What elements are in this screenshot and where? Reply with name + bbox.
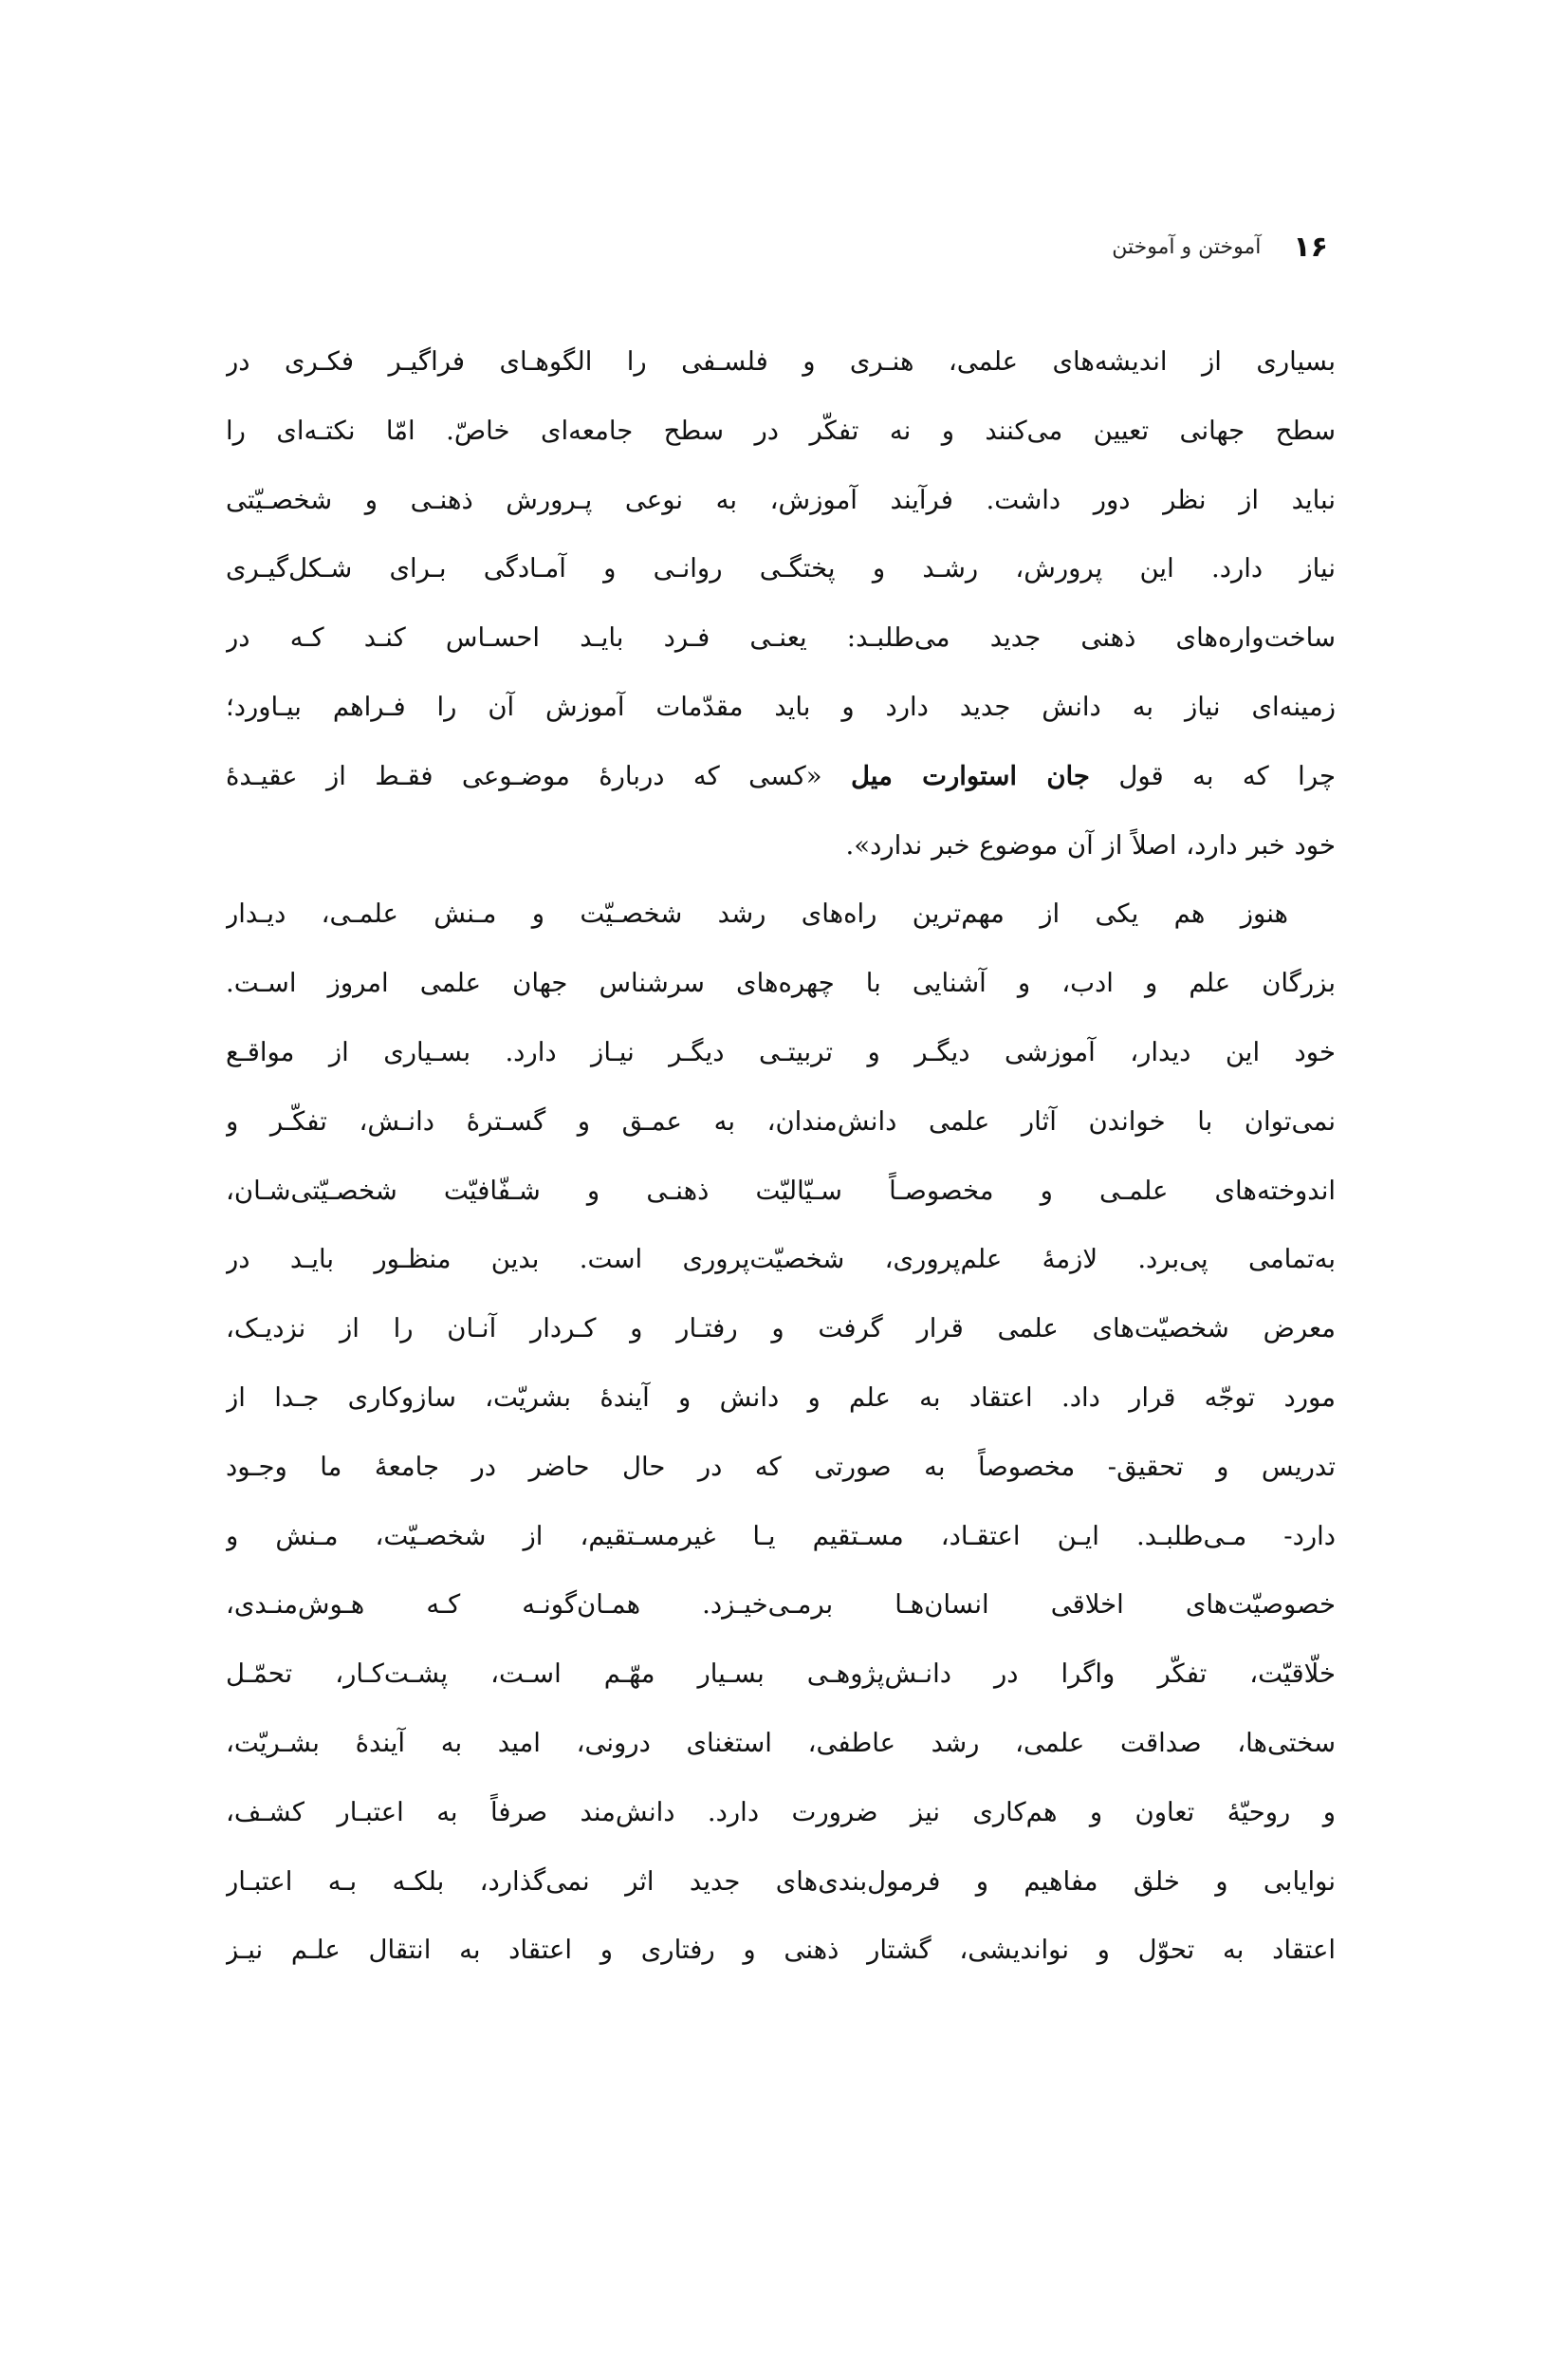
cited-author-name: جان استوارت میل xyxy=(850,760,1090,791)
text-line: نوایابی و خلق مفاهیم و فرمول‌بندی‌های جدید اثر نمی‌گذارد، بلکـه بـه اعتبـار xyxy=(226,1865,1336,1897)
paragraph-2 xyxy=(226,880,1336,1985)
text-line: سطح جهانی تعیین می‌کنند و نه تفکّر در سطح جامعه‌ای خاصّ. امّا نکتـه‌ای را xyxy=(226,415,1336,446)
text-line: بزرگان علم و ادب، و آشنایی با چهره‌های سرشناس جهان علمی امروز اسـت. xyxy=(226,968,1336,999)
text-line: به‌تمامی پی‌برد. لازمۀ علم‌پروری، شخصیّت‌پروری است. بدین منظـور بایـد در xyxy=(226,1244,1336,1275)
running-title: آموختن و آموختن xyxy=(1112,234,1262,259)
text-line: معرض شخصیّت‌های علمی قرار گرفت و رفتـار و کـردار آنـان را از نزدیـک، xyxy=(226,1313,1336,1344)
paragraph-1 xyxy=(226,327,1336,880)
text-line: ساخت‌واره‌های ذهنی جدید می‌طلبـد: یعنـی فـرد بایـد احسـاس کنـد کـه در xyxy=(226,622,1336,654)
text-line: نیاز دارد. این پرورش، رشـد و پختگـی روانـی و آمـادگی بـرای شـکل‌گیـری xyxy=(226,553,1336,584)
page-number: ۱۶ xyxy=(1293,230,1328,264)
body-text xyxy=(226,327,1336,1985)
text-line: اعتقاد به تحوّل و نواندیشی، گشتار ذهنی و رفتاری و اعتقاد به انتقال علـم نیـز xyxy=(226,1935,1336,1966)
text-line: سختی‌ها، صداقت علمی، رشد عاطفی، استغنای درونی، امید به آیندۀ بشـریّت، xyxy=(226,1727,1336,1758)
quote-lead-in: چرا که به قول xyxy=(1089,760,1336,791)
text-line: بسیاری از اندیشه‌های علمی، هنـری و فلسـفی را الگوهـای فراگیـر فکـری در xyxy=(226,346,1336,377)
text-line-with-quote xyxy=(226,742,1336,811)
text-line: اندوخته‌های علمـی و مخصوصـاً سـیّالیّت ذهنـی و شـفّافیّت شخصـیّتی‌شـان، xyxy=(226,1175,1336,1206)
running-header xyxy=(1112,223,1328,270)
text-line-indented: هنوز هم یکی از مهم‌ترین راه‌های رشد شخصـیّت و مـنش علمـی، دیـدار xyxy=(226,899,1288,930)
quote-text: «کسی که دربارۀ موضـوعی فقـط از عقیـدۀ xyxy=(226,760,851,791)
text-line: دارد- مـی‌طلبـد. ایـن اعتقـاد، مسـتقیم یـا غیرمسـتقیم، از شخصـیّت، مـنش و xyxy=(226,1520,1336,1551)
text-line: خصوصیّت‌های اخلاقی انسان‌هـا برمـی‌خیـزد. همـان‌گونـه کـه هـوش‌منـدی، xyxy=(226,1589,1336,1621)
text-line: خلّاقیّت، تفکّر واگرا در دانـش‌پژوهـی بسـیار مهّـم اسـت، پشـت‌کـار، تحمّـل xyxy=(226,1658,1336,1690)
text-line: نباید از نظر دور داشت. فرآیند آموزش، به نوعی پـرورش ذهنـی و شخصـیّتی xyxy=(226,484,1336,515)
text-line: تدریس و تحقیق- مخصوصاً به صورتی که در حال حاضر در جامعۀ ما وجـود xyxy=(226,1451,1336,1482)
text-line: خود این دیدار، آموزشی دیگـر و تربیتـی دیگـر نیـاز دارد. بسـیاری از مواقـع xyxy=(226,1036,1336,1067)
text-line: زمینه‌ای نیاز به دانش جدید دارد و باید مقدّمات آموزش آن را فـراهم بیـاورد؛ xyxy=(226,691,1336,722)
text-line-last: خود خبر دارد، اصلاً از آن موضوع خبر ندارد». xyxy=(845,829,1336,861)
text-line: و روحیّۀ تعاون و هم‌کاری نیز ضرورت دارد. دانش‌مند صرفاً به اعتبـار کشـف، xyxy=(226,1796,1336,1827)
text-line: نمی‌توان با خواندن آثار علمی دانش‌مندان، به عمـق و گسـترۀ دانـش، تفکّـر و xyxy=(226,1105,1336,1137)
text-line: مورد توجّه قرار داد. اعتقاد به علم و دانش و آیندۀ بشریّت، سازوکاری جـدا از xyxy=(226,1381,1336,1413)
